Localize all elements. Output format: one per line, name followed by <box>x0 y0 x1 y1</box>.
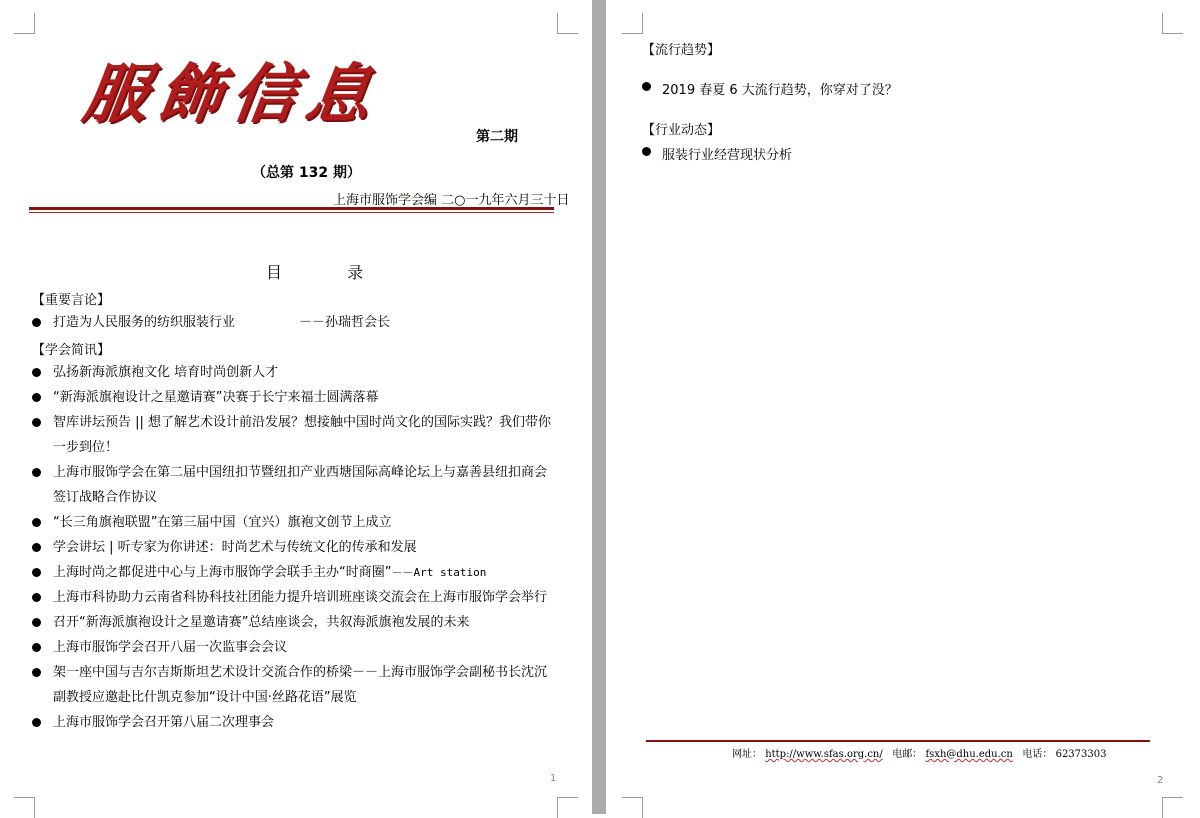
email-link[interactable]: fsxh@dhu.edu.cn <box>925 749 1013 760</box>
toc-item-text: 召开“新海派旗袍设计之星邀请赛”总结座谈会，共叙海派旗袍发展的未来 <box>53 615 470 630</box>
phone-number: 62373303 <box>1055 749 1107 760</box>
toc-item-text: 架一座中国与吉尔吉斯斯坦艺术设计交流合作的桥梁－－上海市服饰学会副秘书长沈沉副教授应邀赴比什凯克参加“设计中国·丝路花语”展览 <box>53 665 548 705</box>
bullet-icon <box>32 468 41 477</box>
toc-item-text: 弘扬新海派旗袍文化 培育时尚创新人才 <box>53 365 279 380</box>
toc-item[interactable] <box>53 610 558 635</box>
toc-item[interactable] <box>53 660 558 710</box>
email-label: 电邮： <box>892 749 923 760</box>
bullet-icon <box>642 147 651 156</box>
bullet-icon <box>32 393 41 402</box>
toc-item[interactable] <box>662 144 792 163</box>
bullet-icon <box>32 668 41 677</box>
toc-item[interactable] <box>53 585 558 610</box>
header-rule-thin <box>29 212 554 213</box>
toc-item[interactable] <box>53 410 558 460</box>
toc-item-text: “新海派旗袍设计之星邀请赛”决赛于长宁来福士圆满落幕 <box>53 390 379 405</box>
bullet-icon <box>32 368 41 377</box>
issue-number: 第二期 <box>476 129 518 145</box>
bullet-icon <box>32 618 41 627</box>
toc-item-text: 上海市服饰学会在第二届中国纽扣节暨纽扣产业西塘国际高峰论坛上与嘉善县纽扣商会签订战略合作协议 <box>53 465 548 505</box>
masthead-title: 服飾信息 <box>78 57 386 132</box>
bullet-icon <box>32 593 41 602</box>
toc-item[interactable] <box>53 635 558 660</box>
toc-item[interactable] <box>53 310 558 335</box>
page-corner-mark <box>1162 797 1183 818</box>
bullet-icon <box>32 643 41 652</box>
bullet-icon <box>32 568 41 577</box>
website-label: 网址： <box>732 749 762 760</box>
page-corner-mark <box>622 797 643 818</box>
toc-item-text: 上海时尚之都促进中心与上海市服饰学会联手主办“时商圈” <box>53 565 392 580</box>
toc-item-text: 上海市服饰学会召开第八届二次理事会 <box>53 715 275 730</box>
section-heading-news: 【学会简讯】 <box>32 343 111 358</box>
editor-date-line: 上海市服饰学会编 二○一九年六月三十日 <box>333 193 570 208</box>
toc-item[interactable] <box>53 510 558 535</box>
bullet-icon <box>32 418 41 427</box>
page-number: 2 <box>1157 775 1164 786</box>
bullet-icon <box>32 518 41 527</box>
bullet-icon <box>32 543 41 552</box>
document-page-1 <box>0 0 592 814</box>
toc-item[interactable] <box>662 79 898 98</box>
section-heading-trends: 【流行趋势】 <box>642 43 721 58</box>
page-corner-mark <box>14 13 35 34</box>
header-rule-thick <box>29 207 554 210</box>
toc-item-text: “长三角旗袍联盟”在第三届中国（宜兴）旗袍文创节上成立 <box>53 515 392 530</box>
toc-item-text: 上海市服饰学会召开八届一次监事会会议 <box>53 640 288 655</box>
toc-item[interactable] <box>53 535 558 560</box>
page-corner-mark <box>557 13 578 34</box>
phone-label: 电话： <box>1022 749 1053 760</box>
toc-item-text: 智库讲坛预告 || 想了解艺术设计前沿发展？想接触中国时尚文化的国际实践？我们带你一步到位！ <box>53 415 552 455</box>
footer-rule <box>646 740 1150 742</box>
toc-item-text: 上海市科协助力云南省科协科技社团能力提升培训班座谈交流会在上海市服饰学会举行 <box>53 590 548 605</box>
page-gutter <box>592 0 606 814</box>
toc-item-text: 服装行业经营现状分析 <box>662 148 793 163</box>
bullet-icon <box>32 718 41 727</box>
section-heading-speeches: 【重要言论】 <box>32 293 111 308</box>
toc-item-suffix: －－Art station <box>391 566 487 579</box>
toc-item[interactable] <box>53 710 558 735</box>
toc-title: 目 录 <box>266 263 394 282</box>
toc-item[interactable] <box>53 560 558 585</box>
total-issue: （总第 132 期） <box>252 165 361 181</box>
page-number: 1 <box>550 773 557 784</box>
toc-item-text: 打造为人民服务的纺织服装行业 <box>53 315 236 330</box>
bullet-icon <box>642 82 651 91</box>
toc-item-text: 学会讲坛 | 听专家为你讲述：时尚艺术与传统文化的传承和发展 <box>53 540 417 555</box>
toc-item[interactable] <box>53 360 558 385</box>
toc-item[interactable] <box>53 460 558 510</box>
page-corner-mark <box>14 797 35 818</box>
page-corner-mark <box>1162 13 1183 34</box>
toc-item[interactable] <box>53 385 558 410</box>
toc-item-author: －－孙瑞哲会长 <box>299 315 391 330</box>
toc-item-text: 2019 春夏 6 大流行趋势，你穿对了没？ <box>662 83 898 98</box>
masthead-logo <box>78 52 474 138</box>
footer-contact <box>732 745 1106 760</box>
website-link[interactable]: http://www.sfas.org.cn/ <box>765 749 883 760</box>
page-corner-mark <box>622 13 643 34</box>
section-heading-industry: 【行业动态】 <box>642 123 721 138</box>
page-corner-mark <box>557 797 578 818</box>
bullet-icon <box>32 318 41 327</box>
